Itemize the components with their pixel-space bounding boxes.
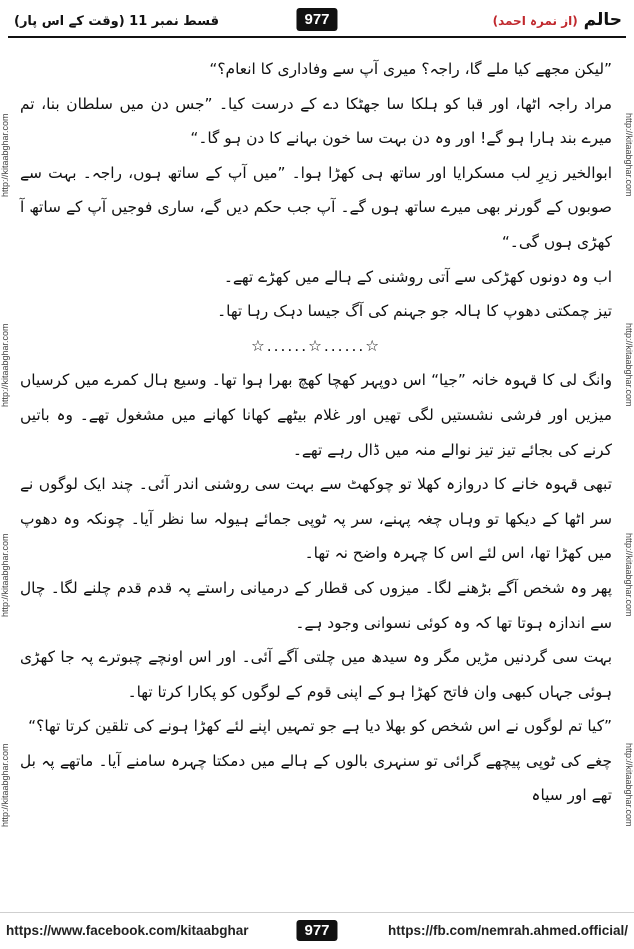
right-watermark-strip [620, 60, 634, 860]
paragraph: چغے کی ٹوپی پیچھے گرائی تو سنہری بالوں کے ہالے میں دمکتا چہرہ سامنے آیا۔ ماتھے پہ بل تھے اور سیاہ [20, 751, 612, 805]
watermark-url: http://kitaabghar.com [624, 743, 634, 827]
left-watermark-strip [0, 60, 14, 860]
episode-label: قسط نمبر 11 (وقت کے اس پار) [14, 14, 219, 29]
paragraph: پھر وہ شخص آگے بڑھنے لگا۔ میزوں کی قطار کے درمیانی راستے پہ قدم قدم چلنے لگا۔ چال سے اندازہ ہوتا تھا کہ وہ کوئی نسوانی وجود ہے۔ [20, 578, 612, 632]
header-divider [8, 36, 626, 38]
paragraph: مراد راجہ اٹھا، اور قبا کو ہلکا سا جھٹکا دے کے درست کیا۔ ”جس دن میں سلطان بنا، تم میرے بند ہارا ہو گے! اور وہ دن بہت سا خون بہانے کا دن ہو گا۔“ [20, 94, 612, 148]
watermark-url: http://kitaabghar.com [0, 113, 10, 197]
watermark-url: http://kitaabghar.com [0, 323, 10, 407]
watermark-url: http://kitaabghar.com [624, 323, 634, 407]
footer-author-fb-link[interactable]: https://fb.com/nemrah.ahmed.official/ [387, 923, 628, 938]
page-footer [0, 912, 634, 949]
story-text [20, 52, 612, 813]
watermark-url: http://kitaabghar.com [0, 533, 10, 617]
paragraph: ”کیا تم لوگوں نے اس شخص کو بھلا دیا ہے جو تمہیں اپنے لئے کھڑا ہونے کی تلقین کرتا تھا؟“ [28, 717, 612, 736]
section-separator-stars: ☆......☆......☆ [250, 336, 382, 355]
novel-title: حالم [583, 10, 622, 30]
paragraph: بہت سی گردنیں مڑیں مگر وہ سیدھ میں چلتی آگے آئی۔ اور اس اونچے چبوترے پہ جا کھڑی ہوئی جہاں کبھی وان فاتح کھڑا ہو کے اپنی قوم کے لوگوں کو پکارا کرتا تھا۔ [20, 648, 612, 701]
header-page-number: 977 [296, 8, 337, 31]
page-header [8, 6, 626, 40]
watermark-url: http://kitaabghar.com [624, 113, 634, 197]
paragraph: ”لیکن مجھے کیا ملے گا، راجہ؟ میری آپ سے وفاداری کا انعام؟“ [209, 60, 612, 78]
watermark-url: http://kitaabghar.com [0, 743, 10, 827]
paragraph: تیز چمکتی دھوپ کا ہالہ جو جہنم کی آگ جیسا دہک رہا تھا۔ [217, 302, 612, 321]
paragraph: وانگ لی کا قہوہ خانہ ”جیا“ اس دوپہر کھچا کھچ بھرا ہوا تھا۔ وسیع ہال کمرے میں کرسیاں میزیں اور فرشی نشستیں لگی تھیں اور غلام بیٹھے کھانا کھانے میں مشغول تھے۔ وہ باتیں کرنے کی بجائے تیز تیز نوالے منہ میں ڈال رہے تھے۔ [20, 371, 612, 459]
footer-facebook-link[interactable]: https://www.facebook.com/kitaabghar [6, 923, 249, 938]
author-name: (از نمرہ احمد) [492, 14, 578, 28]
footer-page-number: 977 [296, 920, 337, 941]
paragraph: اب وہ دونوں کھڑکی سے آتی روشنی کے ہالے میں کھڑے تھے۔ [223, 267, 612, 286]
watermark-url: http://kitaabghar.com [624, 533, 634, 617]
header-title [493, 10, 622, 30]
paragraph: تبھی قہوہ خانے کا دروازہ کھلا تو چوکھٹ سے بہت سی روشنی اندر آئی۔ چند ایک لوگوں نے سر اٹھا کے دیکھا تو وہاں چغہ پہنے، سر پہ ٹوپی جمائے ہیولہ سا نظر آیا۔ چونکہ وہ دھوپ میں کھڑا تھا، اس لئے اس کا چہرہ واضح نہ تھا۔ [20, 475, 612, 563]
paragraph: ابوالخیر زیرِ لب مسکرایا اور ساتھ ہی کھڑا ہوا۔ ”میں آپ کے ساتھ ہوں، راجہ۔ بہت سے صوبوں کے گورنر بھی میرے ساتھ ہوں گے۔ آپ جب حکم دیں گے، ساری فوجیں آپ کے ساتھ آ کھڑی ہوں گی۔“ [20, 163, 612, 251]
